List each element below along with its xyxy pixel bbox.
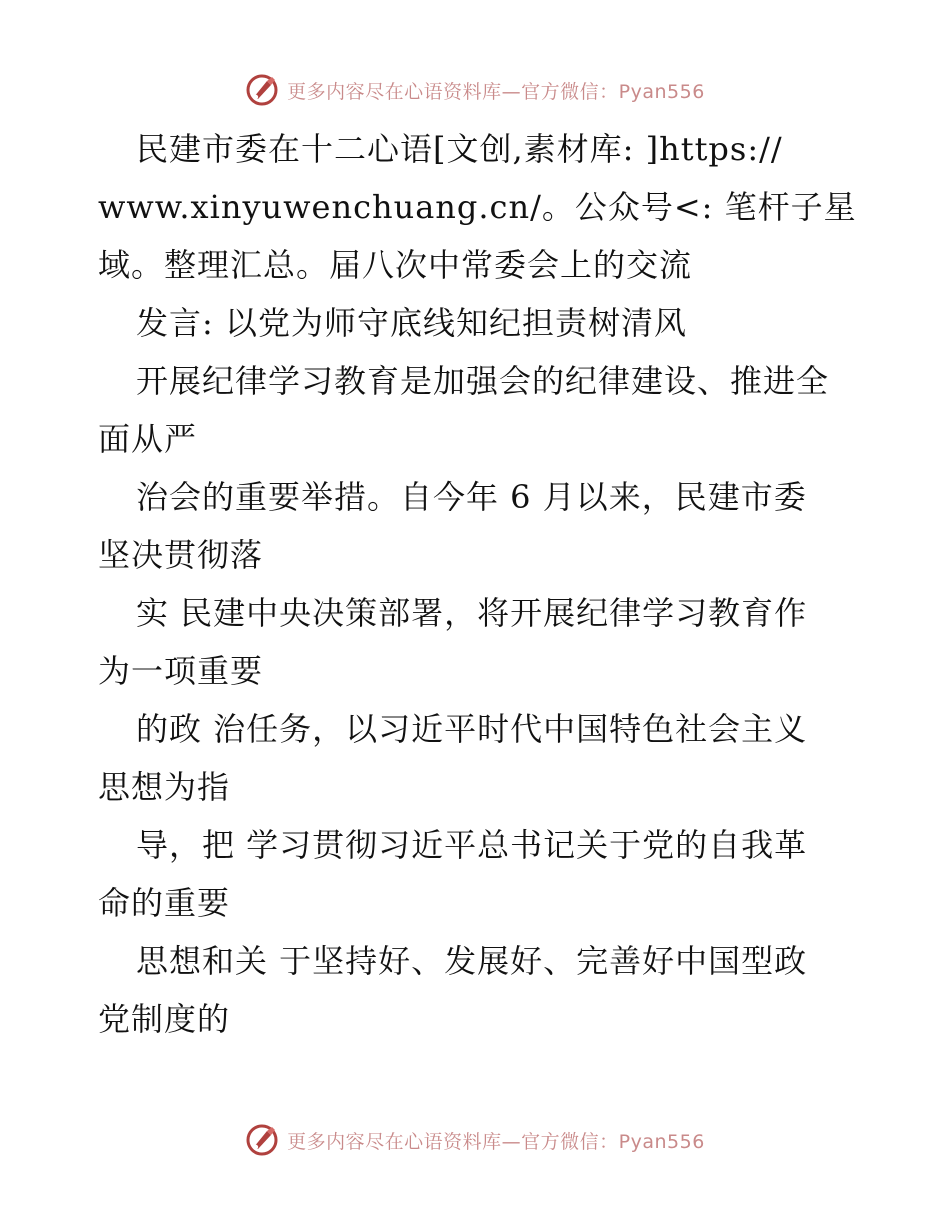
banner-text: 更多内容尽在心语资料库—官方微信：Pyan556: [287, 80, 705, 103]
header-banner: [0, 70, 950, 110]
text-line: 域。整理汇总。届八次中常委会上的交流: [98, 246, 693, 284]
text-line: 导，把 学习贯彻习近平总书记关于党的自我革: [136, 826, 808, 864]
text-line: 实 民建中央决策部署，将开展纪律学习教育作: [136, 594, 808, 632]
document-body: [98, 120, 858, 1048]
text-line: 治会的重要举措。自今年 6 月以来，民建市委: [136, 478, 807, 516]
pen-nib-seal-icon: [245, 1123, 279, 1157]
text-line: 坚决贯彻落: [98, 536, 264, 574]
text-line: 面从严: [98, 420, 198, 458]
banner-text: 更多内容尽在心语资料库—官方微信：Pyan556: [287, 1130, 705, 1153]
footer-banner: [0, 1120, 950, 1160]
pen-nib-seal-icon: [245, 73, 279, 107]
text-line: 开展纪律学习教育是加强会的纪律建设、推进全: [136, 362, 830, 400]
text-line: 民建市委在十二心语[文创,素材库: ]https://: [136, 130, 783, 168]
text-line: 的政 治任务，以习近平时代中国特色社会主义: [136, 710, 808, 748]
text-line: 为一项重要: [98, 652, 264, 690]
text-line: 命的重要: [98, 884, 231, 922]
text-line: 思想为指: [98, 768, 231, 806]
text-line: www.xinyuwenchuang.cn/。公众号<: 笔杆子星: [98, 188, 857, 226]
text-line: 党制度的: [98, 1000, 231, 1038]
text-line: 思想和关 于坚持好、发展好、完善好中国型政: [136, 942, 808, 980]
text-line: 发言: 以党为师守底线知纪担责树清风: [136, 304, 687, 342]
